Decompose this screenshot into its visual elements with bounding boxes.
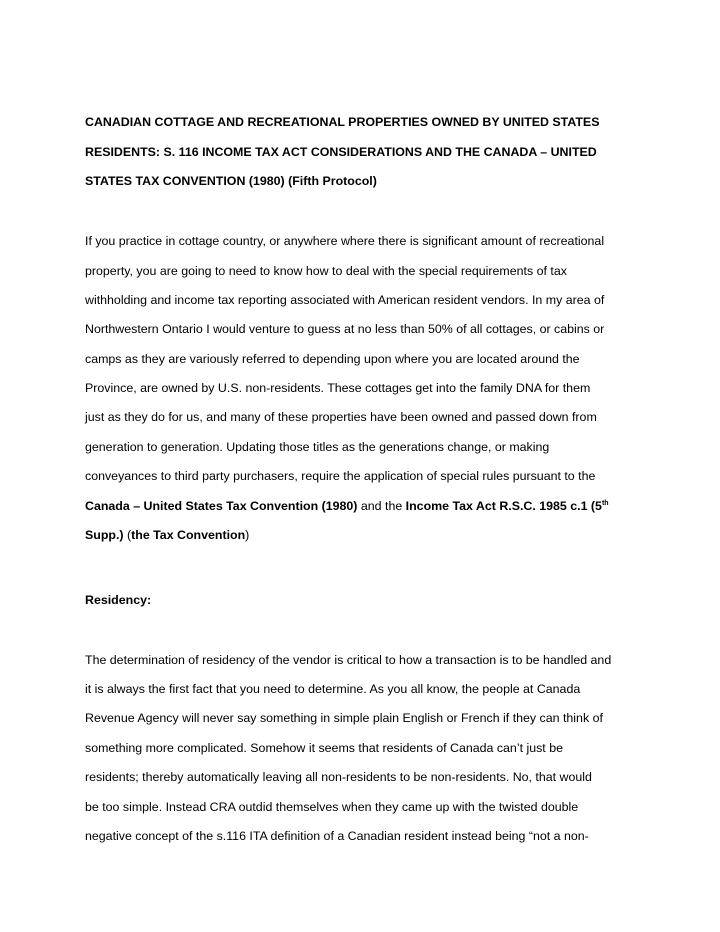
paragraph-line: property, you are going to need to know how to deal with the special requirements of tax bbox=[85, 264, 567, 278]
paren-close: ) bbox=[245, 528, 250, 542]
title-line: CANADIAN COTTAGE AND RECREATIONAL PROPERTIES OWNED BY UNITED STATES bbox=[85, 115, 600, 129]
paragraph-line: withholding and income tax reporting associated with American resident vendors. In my area of bbox=[85, 293, 605, 307]
paragraph-line: negative concept of the s.116 ITA definition of a Canadian resident instead being “not a non- bbox=[85, 829, 589, 843]
act-title-cont: Supp.) bbox=[85, 528, 124, 542]
defined-term: the Tax Convention bbox=[131, 528, 246, 542]
paragraph-line: Province, are owned by U.S. non-residents. These cottages get into the family DNA for them bbox=[85, 381, 591, 395]
title-line: RESIDENTS: S. 116 INCOME TAX ACT CONSIDERATIONS AND THE CANADA – UNITED bbox=[85, 145, 597, 159]
paragraph-line: Northwestern Ontario I would venture to guess at no less than 50% of all cottages, or cabins or bbox=[85, 322, 605, 336]
paragraph-line: Revenue Agency will never say something in simple plain English or French if they can think of bbox=[85, 711, 603, 725]
paren-open: ( bbox=[123, 528, 132, 542]
section-heading-residency: Residency: bbox=[85, 593, 152, 607]
paragraph-line: just as they do for us, and many of these properties have been owned and passed down from bbox=[85, 410, 597, 424]
connector-text: and the bbox=[357, 499, 406, 513]
title-line: STATES TAX CONVENTION (1980) (Fifth Protocol) bbox=[85, 174, 377, 188]
paragraph-line: something more complicated. Somehow it seems that residents of Canada can’t just be bbox=[85, 741, 563, 755]
paragraph-line bbox=[85, 527, 249, 543]
superscript-ordinal: th bbox=[601, 500, 609, 507]
act-title: Income Tax Act R.S.C. 1985 c.1 (5 bbox=[405, 499, 602, 513]
paragraph-line: conveyances to third party purchasers, require the application of special rules pursuant to the bbox=[85, 469, 596, 483]
paragraph-line: The determination of residency of the vendor is critical to how a transaction is to be handled and bbox=[85, 653, 612, 667]
paragraph-line: generation to generation. Updating those titles as the generations change, or making bbox=[85, 440, 550, 454]
paragraph-line: If you practice in cottage country, or anywhere where there is significant amount of recreational bbox=[85, 234, 605, 248]
convention-title: Canada – United States Tax Convention (1980) bbox=[85, 499, 358, 513]
paragraph-line bbox=[85, 498, 609, 514]
paragraph-line: residents; thereby automatically leaving all non-residents to be non-residents. No, that would bbox=[85, 770, 592, 784]
paragraph-line: it is always the first fact that you need to determine. As you all know, the people at Canada bbox=[85, 682, 581, 696]
paragraph-line: be too simple. Instead CRA outdid themselves when they came up with the twisted double bbox=[85, 800, 579, 814]
paragraph-line: camps as they are variously referred to depending upon where you are located around the bbox=[85, 352, 580, 366]
